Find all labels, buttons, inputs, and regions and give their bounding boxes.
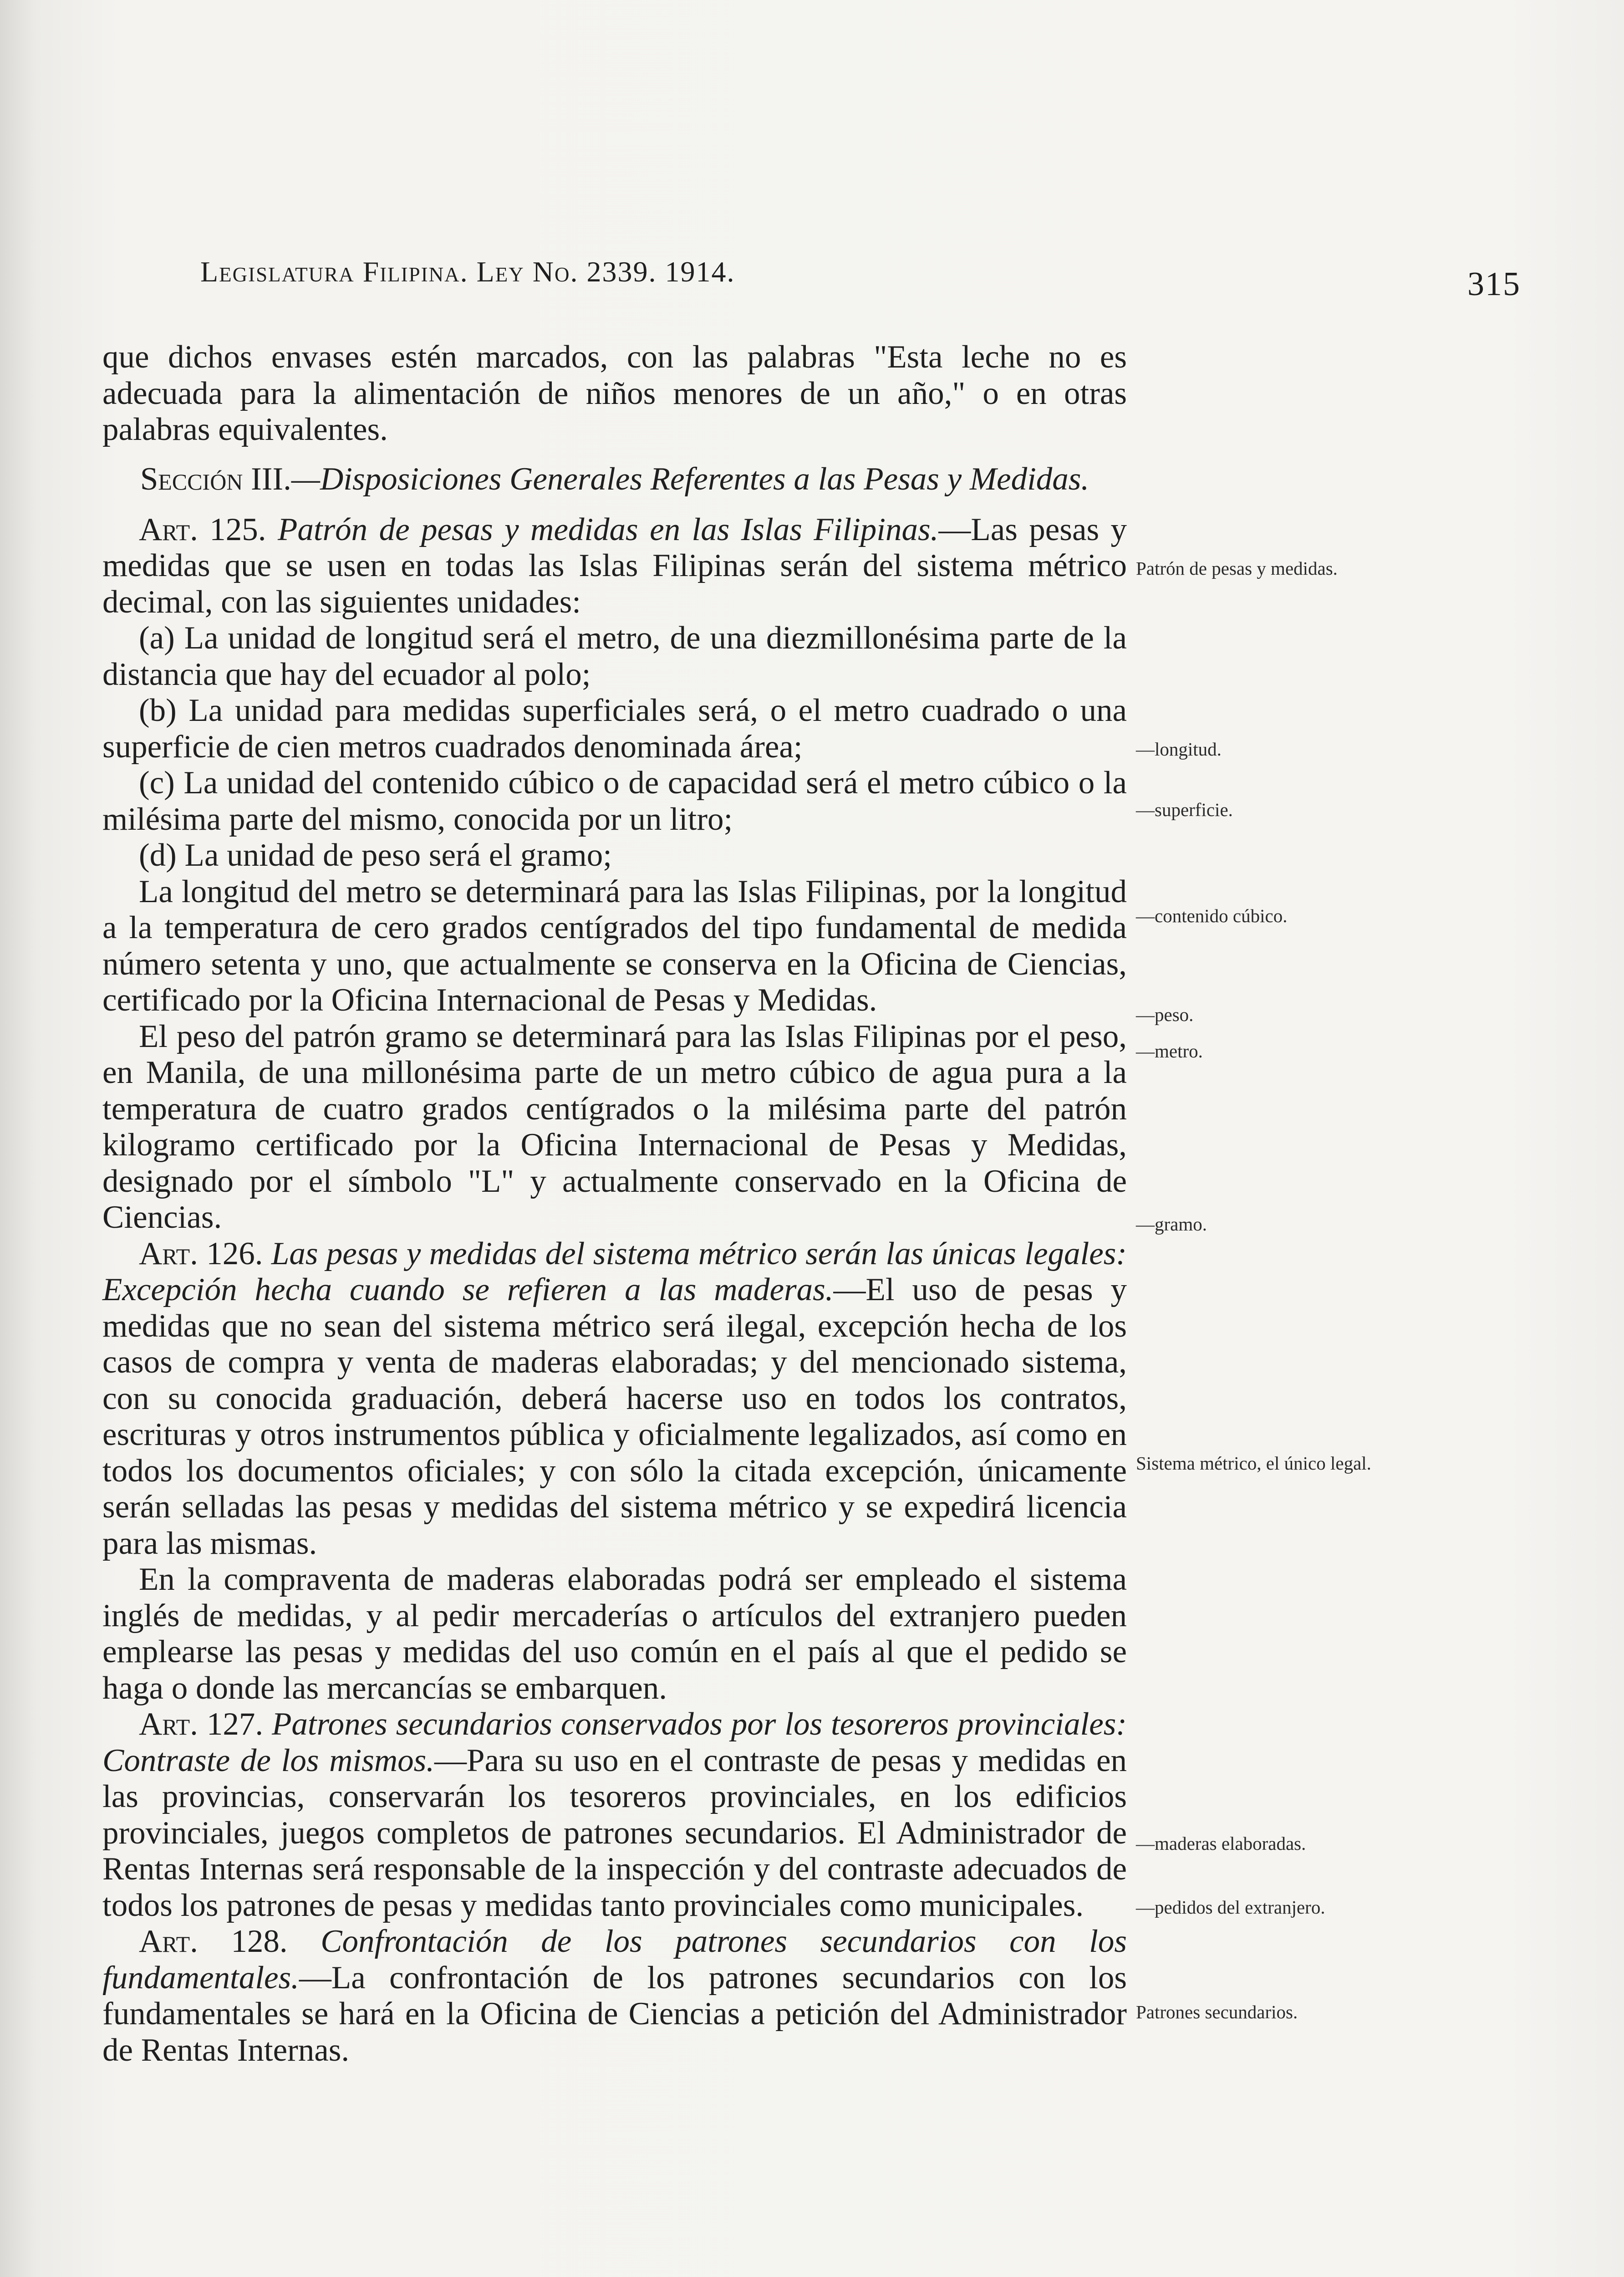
article-title: Confrontación de los patrones secundarios con los fundamentales. (102, 1924, 1127, 1996)
paragraph-maderas: En la compraventa de maderas elaboradas podrá ser empleado el sistema inglés de medidas, y al pedir mercaderías o artículos del extranjero pueden emplearse las pesas y medidas del uso común en el país al que el pedido se haga o donde las mercancías se embarquen. (102, 1562, 1127, 1706)
article-title: Patrón de pesas y medidas en las Islas Filipinas. (277, 511, 939, 547)
article-label: Art. 127. (139, 1706, 264, 1742)
margin-note-gramo: —gramo. (1136, 1214, 1207, 1235)
article-title: Patrones secundarios conservados por los tesoreros provinciales: Contraste de los mismos. (102, 1706, 1127, 1778)
section-title: —Disposiciones Generales Referentes a las Pesas y Medidas. (291, 461, 1089, 497)
margin-note-peso: —peso. (1136, 1004, 1194, 1025)
page-number: 315 (1467, 265, 1521, 303)
article-text: —El uso de pesas y medidas que no sean del sistema métrico será ilegal, excepción hecha de los casos de compra y venta de maderas elaboradas; y del mencionado sistema, con su conocida graduación, deberá hacerse uso en todos los contratos, escrituras y otros instrumentos pública y oficialmente legalizados, así como en todos los documentos oficiales; y con sólo la citada excepción, únicamente serán selladas las pesas y medidas del sistema métrico y se expedirá licencia para las mismas. (102, 1272, 1127, 1561)
running-head: Legislatura Filipina. Ley No. 2339. 1914. (200, 255, 735, 288)
paragraph-metro: La longitud del metro se determinará para las Islas Filipinas, por la longitud a la temperatura de cero grados centígrados del tipo fundamental de medida número setenta y uno, que actualmente se conserva en la Oficina de Ciencias, certificado por la Oficina Internacional de Pesas y Medidas. (102, 873, 1127, 1018)
paragraph-gramo: El peso del patrón gramo se determinará para las Islas Filipinas por el peso, en Manila, de una millonésima parte de un metro cúbico de agua pura a la temperatura de cuatro grados centígrados o la milésima parte del patrón kilogramo certificado por la Oficina Internacional de Pesas y Medidas, designado por el símbolo "L" y actualmente conservado en la Oficina de Ciencias. (102, 1018, 1127, 1235)
margin-note-pedidos: —pedidos del extranjero. (1136, 1897, 1325, 1918)
margin-note-patrones: Patrones secundarios. (1136, 2001, 1298, 2022)
margin-note-longitud: —longitud. (1136, 739, 1222, 760)
article-label: Art. 128. (139, 1924, 288, 1959)
clause-b: (b) La unidad para medidas superficiales será, o el metro cuadrado o una superficie de cien metros cuadrados denominada área; (102, 693, 1127, 765)
article-128 (102, 1924, 1127, 2068)
margin-note-maderas: —maderas elaboradas. (1136, 1833, 1306, 1854)
clause-d: (d) La unidad de peso será el gramo; (139, 837, 612, 873)
clause-a: (a) La unidad de longitud será el metro, de una diezmillonésima parte de la distancia que hay del ecuador al polo; (102, 620, 1127, 692)
article-title: Las pesas y medidas del sistema métrico serán las únicas legales: Excepción hecha cuando se refieren a las maderas. (102, 1236, 1127, 1307)
article-text: —Las pesas y medidas que se usen en todas las Islas Filipinas serán del sistema métrico decimal, con las siguientes unidades: (102, 511, 1127, 620)
margin-note-metro: —metro. (1136, 1041, 1203, 1062)
page-header (200, 255, 1521, 305)
article-label: Art. 126. (139, 1236, 263, 1271)
main-text (102, 339, 1127, 2068)
margin-note-patron: Patrón de pesas y medidas. (1136, 558, 1338, 579)
margin-note-sistema: Sistema métrico, el único legal. (1136, 1453, 1371, 1474)
section-label: Sección III. (140, 461, 291, 497)
article-label: Art. 125. (139, 511, 266, 547)
section-heading (102, 462, 1127, 496)
article-127 (102, 1706, 1127, 1924)
margin-note-contenido: —contenido cúbico. (1136, 905, 1288, 926)
article-125 (102, 512, 1127, 621)
article-text: —La confrontación de los patrones secundarios con los fundamentales se hará en la Oficina de Ciencias a petición del Administrador de Rentas Internas. (102, 1960, 1127, 2068)
clause-c: (c) La unidad del contenido cúbico o de capacidad será el metro cúbico o la milésima parte del mismo, conocida por un litro; (102, 765, 1127, 837)
article-text: —Para su uso en el contraste de pesas y medidas en las provincias, conservarán los tesoreros provinciales, en los edificios provinciales, juegos completos de patrones secundarios. El Administrador de Rentas Internas será responsable de la inspección y del contraste adecuados de todos los patrones de pesas y medidas tanto provinciales como municipales. (102, 1742, 1127, 1923)
margin-note-superficie: —superficie. (1136, 799, 1233, 820)
article-126 (102, 1236, 1127, 1562)
paragraph-continuation: que dichos envases estén marcados, con las palabras "Esta leche no es adecuada para la alimentación de niños menores de un año," o en otras palabras equivalentes. (102, 339, 1127, 447)
